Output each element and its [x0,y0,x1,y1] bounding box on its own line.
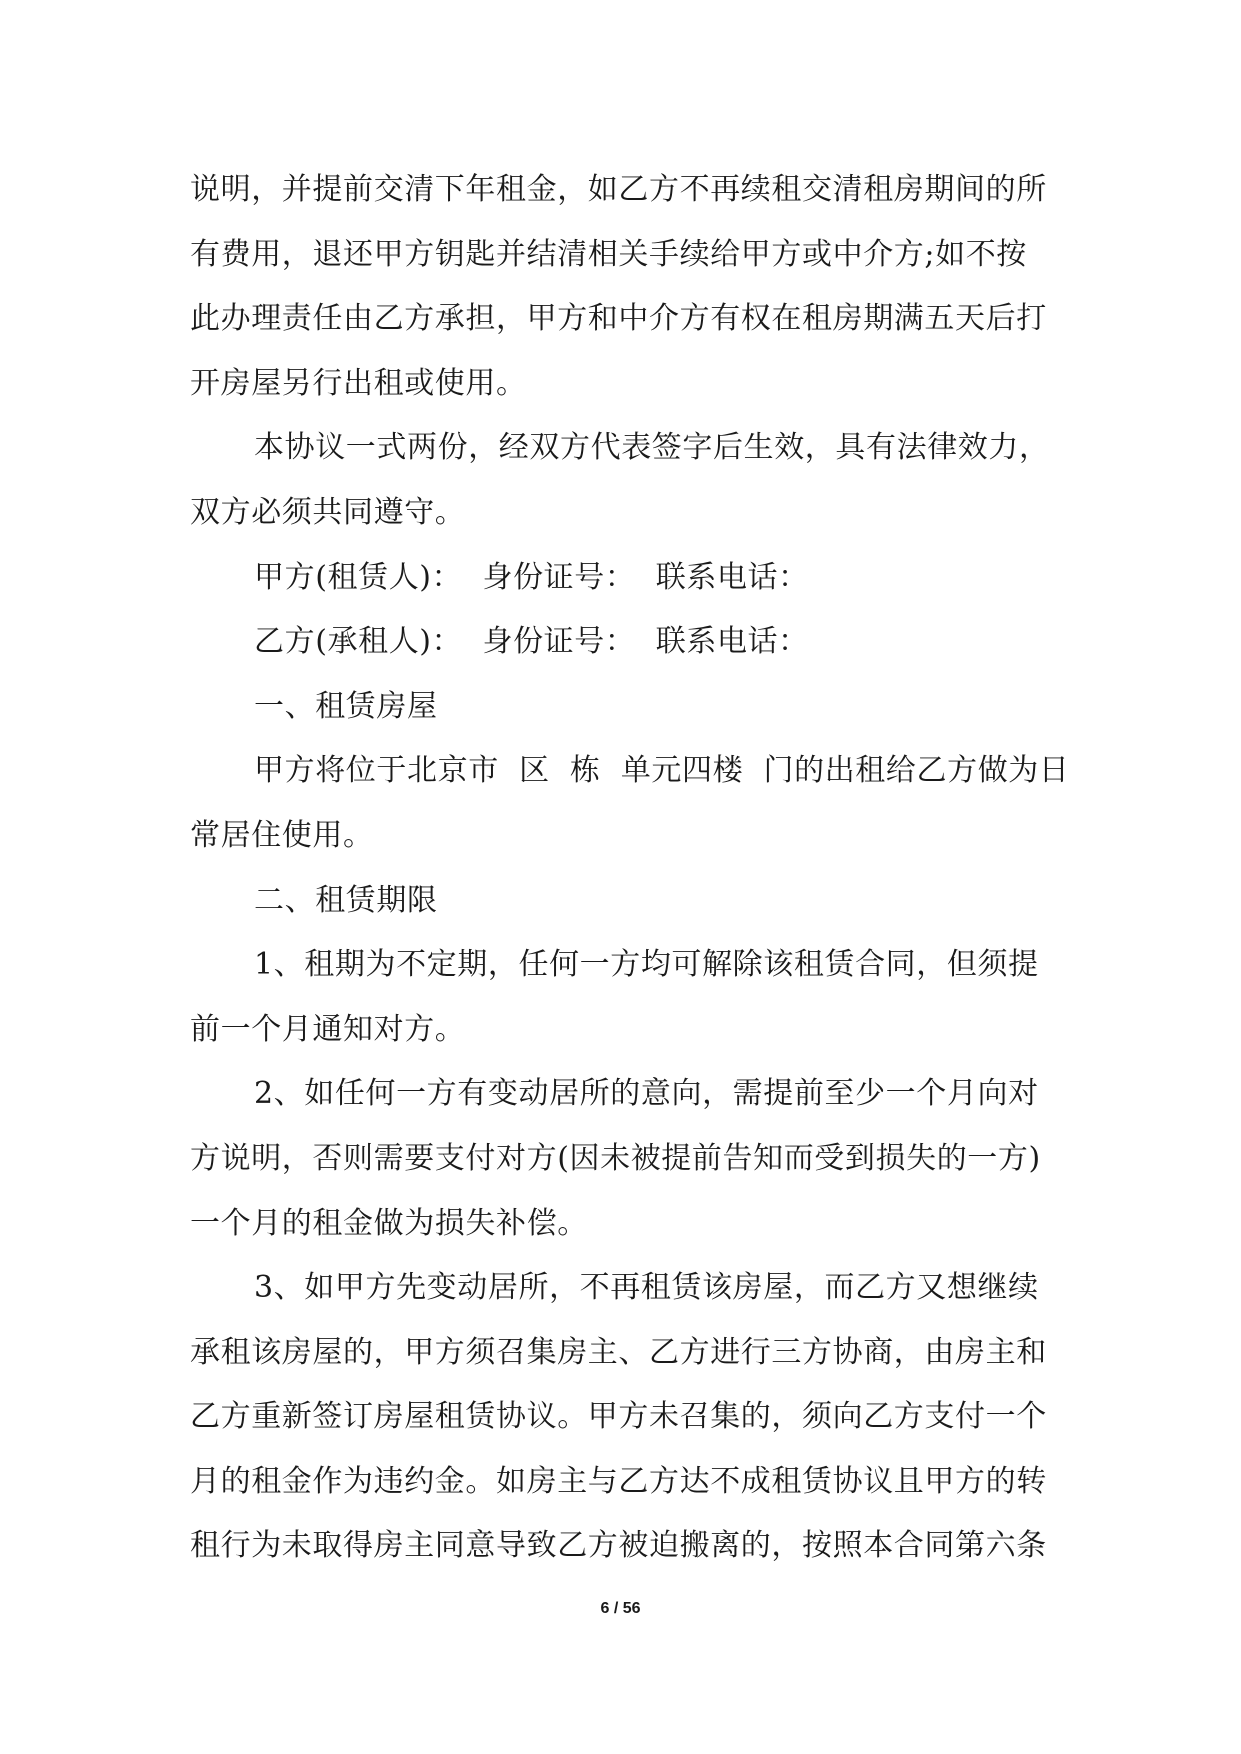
party-b-line: 乙方(承租人)： 身份证号： 联系电话： [254,624,809,660]
text-line: 乙方重新签订房屋租赁协议。甲方未召集的，须向乙方支付一个 [190,1399,1047,1435]
text-line: 常居住使用。 [190,817,374,853]
section-heading: 二、租赁期限 [254,882,438,918]
text-line: 此办理责任由乙方承担，甲方和中介方有权在租房期满五天后打 [190,301,1047,337]
text-line: 2、如任何一方有变动居所的意向，需提前至少一个月向对 [254,1076,1039,1112]
text-line: 月的租金作为违约金。如房主与乙方达不成租赁协议且甲方的转 [190,1463,1047,1499]
section-heading: 一、租赁房屋 [254,688,438,724]
text-line: 方说明，否则需要支付对方(因未被提前告知而受到损失的一方) [190,1140,1041,1176]
text-line: 前一个月通知对方。 [190,1011,466,1047]
text-line: 甲方将位于北京市 区 栋 单元四楼 门的出租给乙方做为日 [254,753,1070,789]
text-line: 说明，并提前交清下年租金，如乙方不再续租交清租房期间的所 [190,172,1047,207]
text-line: 双方必须共同遵守。 [190,494,466,530]
page-number: 6 / 56 [600,1600,641,1617]
text-line: 本协议一式两份，经双方代表签字后生效，具有法律效力， [254,430,1050,466]
text-line: 1、租期为不定期，任何一方均可解除该租赁合同，但须提 [254,947,1039,983]
text-line: 租行为未取得房主同意导致乙方被迫搬离的，按照本合同第六条 [190,1528,1047,1564]
document-body [190,158,1070,1579]
text-line: 一个月的租金做为损失补偿。 [190,1205,588,1241]
text-line: 承租该房屋的，甲方须召集房主、乙方进行三方协商，由房主和 [190,1334,1047,1370]
text-line: 3、如甲方先变动居所，不再租赁该房屋，而乙方又想继续 [254,1270,1039,1306]
text-line: 开房屋另行出租或使用。 [190,365,527,401]
text-line: 有费用，退还甲方钥匙并结清相关手续给甲方或中介方;如不按 [190,236,1027,272]
party-a-line: 甲方(租赁人)： 身份证号： 联系电话： [254,559,809,595]
